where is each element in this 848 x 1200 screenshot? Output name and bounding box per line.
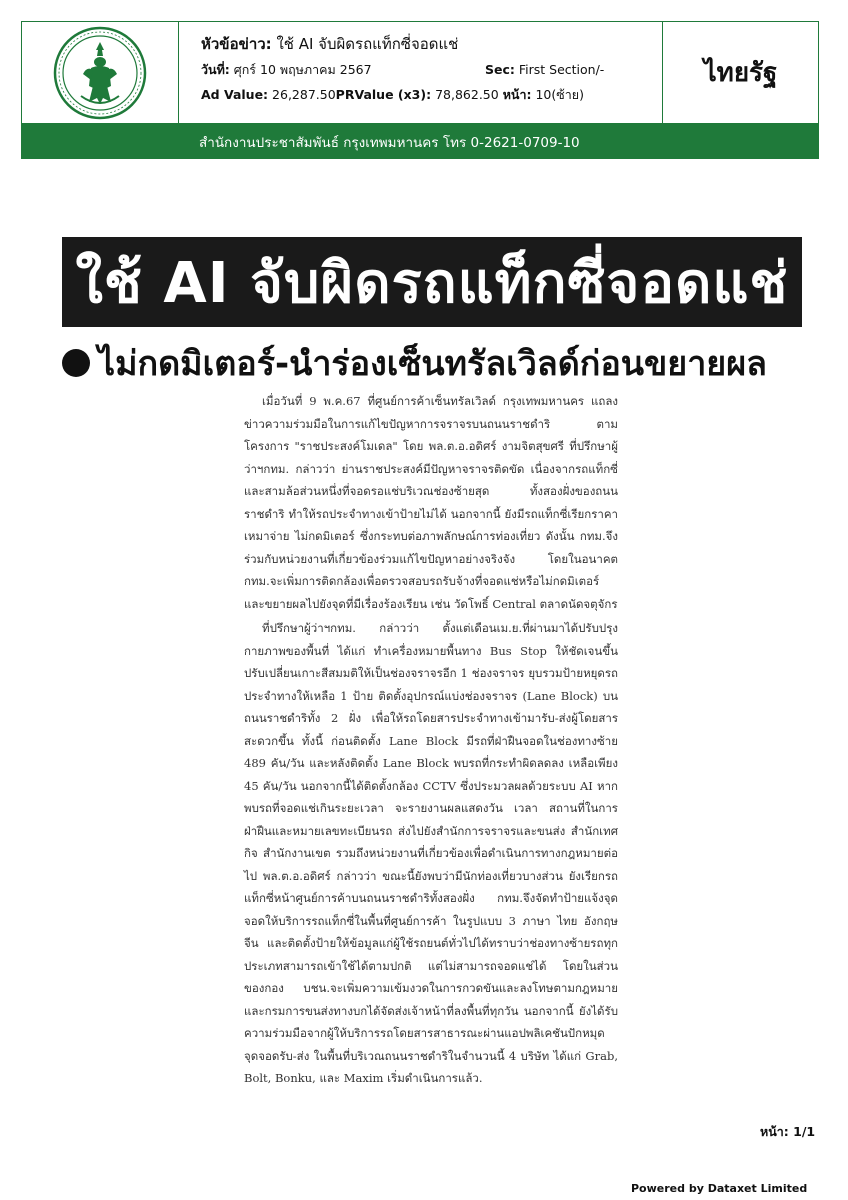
page-count-value: 1/1 — [793, 1124, 816, 1139]
clipping-meta — [179, 22, 663, 123]
value-row — [201, 82, 662, 107]
title-label: หัวข้อข่าว: — [201, 35, 272, 53]
office-bar — [21, 124, 819, 159]
ad-value: 26,287.50 — [272, 87, 336, 102]
article-subheadline-row — [62, 338, 804, 388]
article-body — [244, 390, 618, 1090]
pr-value-label: PRValue (x3): — [335, 87, 432, 102]
section-label: Sec: — [485, 62, 515, 77]
ad-value-label: Ad Value: — [201, 87, 269, 102]
article-paragraph: เมื่อวันที่ 9 พ.ค.67 ที่ศูนย์การค้าเซ็นทรัลเวิลด์ กรุงเทพมหานคร แถลงข่าวความร่วมมือในการแก้ไขปัญหาการจราจรบนถนนราชดำริ ตามโครงการ "ราชประสงค์โมเดล" โดย พล.ต.อ.อดิศร์ งามจิตสุขศรี ที่ปรึกษาผู้ว่าฯกทม. กล่าวว่า ย่านราชประสงค์มีปัญหาจราจรติดขัด เนื่องจากรถแท็กซี่และสามล้อส่วนหนึ่งที่จอดรอแช่บริเวณช่องซ้ายสุด ทั้งสองฝั่งของถนนราชดำริ ทำให้รถประจำทางเข้าป้ายไม่ได้ นอกจากนี้ ยังมีรถแท็กซี่เรียกราคาเหมาจ่าย ไม่กดมิเตอร์ ซึ่งกระทบต่อภาพลักษณ์การท่องเที่ยว ดังนั้น กทม.จึงร่วมกับหน่วยงานที่เกี่ยวข้องร่วมแก้ไขปัญหาอย่างจริงจัง โดยในอนาคต กทม.จะเพิ่มการติดกล้องเพื่อตรวจสอบรถรับจ้างที่จอดแช่หรือไม่กดมิเตอร์ และขยายผลไปยังจุดที่มีเรื่องร้องเรียน เช่น วัดโพธิ์ Central ตลาดนัดจตุจักร — [244, 394, 618, 611]
filled-circle-bullet-icon — [62, 349, 90, 377]
page-label: หน้า: — [502, 87, 532, 102]
date-label: วันที่: — [201, 62, 230, 77]
pr-value: 78,862.50 — [435, 87, 499, 102]
bangkok-metropolitan-seal-icon — [53, 26, 147, 120]
article-headline: ใช้ AI จับผิดรถแท็กซี่จอดแช่ — [62, 237, 802, 327]
date-value: ศุกร์ 10 พฤษภาคม 2567 — [233, 62, 372, 77]
title-value: ใช้ AI จับผิดรถแท็กซี่จอดแช่ — [276, 35, 459, 53]
logo-cell — [22, 22, 179, 123]
article-paragraph: ที่ปรึกษาผู้ว่าฯกทม. กล่าวว่า ตั้งแต่เดือนเม.ย.ที่ผ่านมาได้ปรับปรุงกายภาพของพื้นที่ ได้แก่ ทำเครื่องหมายพื้นทาง Bus Stop ให้ชัดเจนขึ้น ปรับเปลี่ยนเกาะสีสมมติให้เป็นช่องจราจรอีก 1 ช่องจราจร ยุบรวมป้ายหยุดรถประจำทางให้เหลือ 1 ป้าย ติดตั้งอุปกรณ์แบ่งช่องจราจร (Lane Block) บนถนนราชดำริทั้ง 2 ฝั่ง เพื่อให้รถโดยสารประจำทางเข้ามารับ-ส่งผู้โดยสารสะดวกขึ้น ทั้งนี้ ก่อนติดตั้ง Lane Block มีรถที่ฝ่าฝืนจอดในช่องทางซ้าย 489 คัน/วัน และหลังติดตั้ง Lane Block พบรถที่กระทำผิดลดลง เหลือเพียง 45 คัน/วัน นอกจากนี้ได้ติดตั้งกล้อง CCTV ซึ่งประมวลผลด้วยระบบ AI หากพบรถที่จอดแช่เกินระยะเวลา จะรายงานผลแสดงวัน เวลา สถานที่ในการฝ่าฝืนและหมายเลขทะเบียนรถ ส่งไปยังสำนักการจราจรและขนส่ง สำนักเทศกิจ สำนักงานเขต รวมถึงหน่วยงานที่เกี่ยวข้องเพื่อดำเนินการทางกฎหมายต่อไป พล.ต.อ.อดิศร์ กล่าวว่า ขณะนี้ยังพบว่ามีนักท่องเที่ยวบางส่วน ยังเรียกรถแท็กซี่หน้าศูนย์การค้าบนถนนราชดำริทั้งสองฝั่ง กทม.จึงจัดทำป้ายแจ้งจุดจอดให้บริการรถแท็กซี่ในพื้นที่ศูนย์การค้า ในรูปแบบ 3 ภาษา ไทย อังกฤษ จีน และติดตั้งป้ายให้ข้อมูลแก่ผู้ใช้รถยนต์ทั่วไปได้ทราบว่าช่องทางซ้ายรถทุกประเภทสามารถเข้าใช้ได้ตามปกติ แต่ไม่สามารถจอดแช่ได้ โดยในส่วนของกอง บชน.จะเพิ่มความเข้มงวดในการกวดขันและลงโทษตามกฎหมาย และกรมการขนส่งทางบกได้จัดส่งเจ้าหน้าที่ลงพื้นที่ทุกวัน นอกจากนี้ ยังได้รับความร่วมมือจากผู้ให้บริการรถโดยสารสาธารณะผ่านแอปพลิเคชันปักหมุดจุดจอดรับ-ส่ง ในพื้นที่บริเวณถนนราชดำริในจำนวนนี้ 4 บริษัท ได้แก่ Grab, Bolt, Bonku, และ Maxim เริ่มดำเนินการแล้ว. — [244, 621, 618, 1085]
newspaper-name: ไทยรัฐ — [703, 58, 778, 88]
date-row — [201, 57, 662, 82]
powered-by: Powered by Dataxet Limited — [631, 1182, 808, 1195]
office-line: สำนักงานประชาสัมพันธ์ กรุงเทพมหานคร โทร 0-2621-0709-10 — [199, 134, 580, 151]
clipping-header — [21, 21, 819, 124]
article-subheadline: ไม่กดมิเตอร์-นำร่องเซ็นทรัลเวิลด์ก่อนขยายผล — [98, 344, 767, 384]
headline-row — [201, 32, 662, 57]
section-info — [485, 57, 604, 82]
page-count — [760, 1122, 815, 1142]
page-value: 10(ซ้าย) — [535, 87, 584, 102]
page-count-label: หน้า: — [760, 1124, 789, 1139]
section-value: First Section/- — [518, 62, 605, 77]
